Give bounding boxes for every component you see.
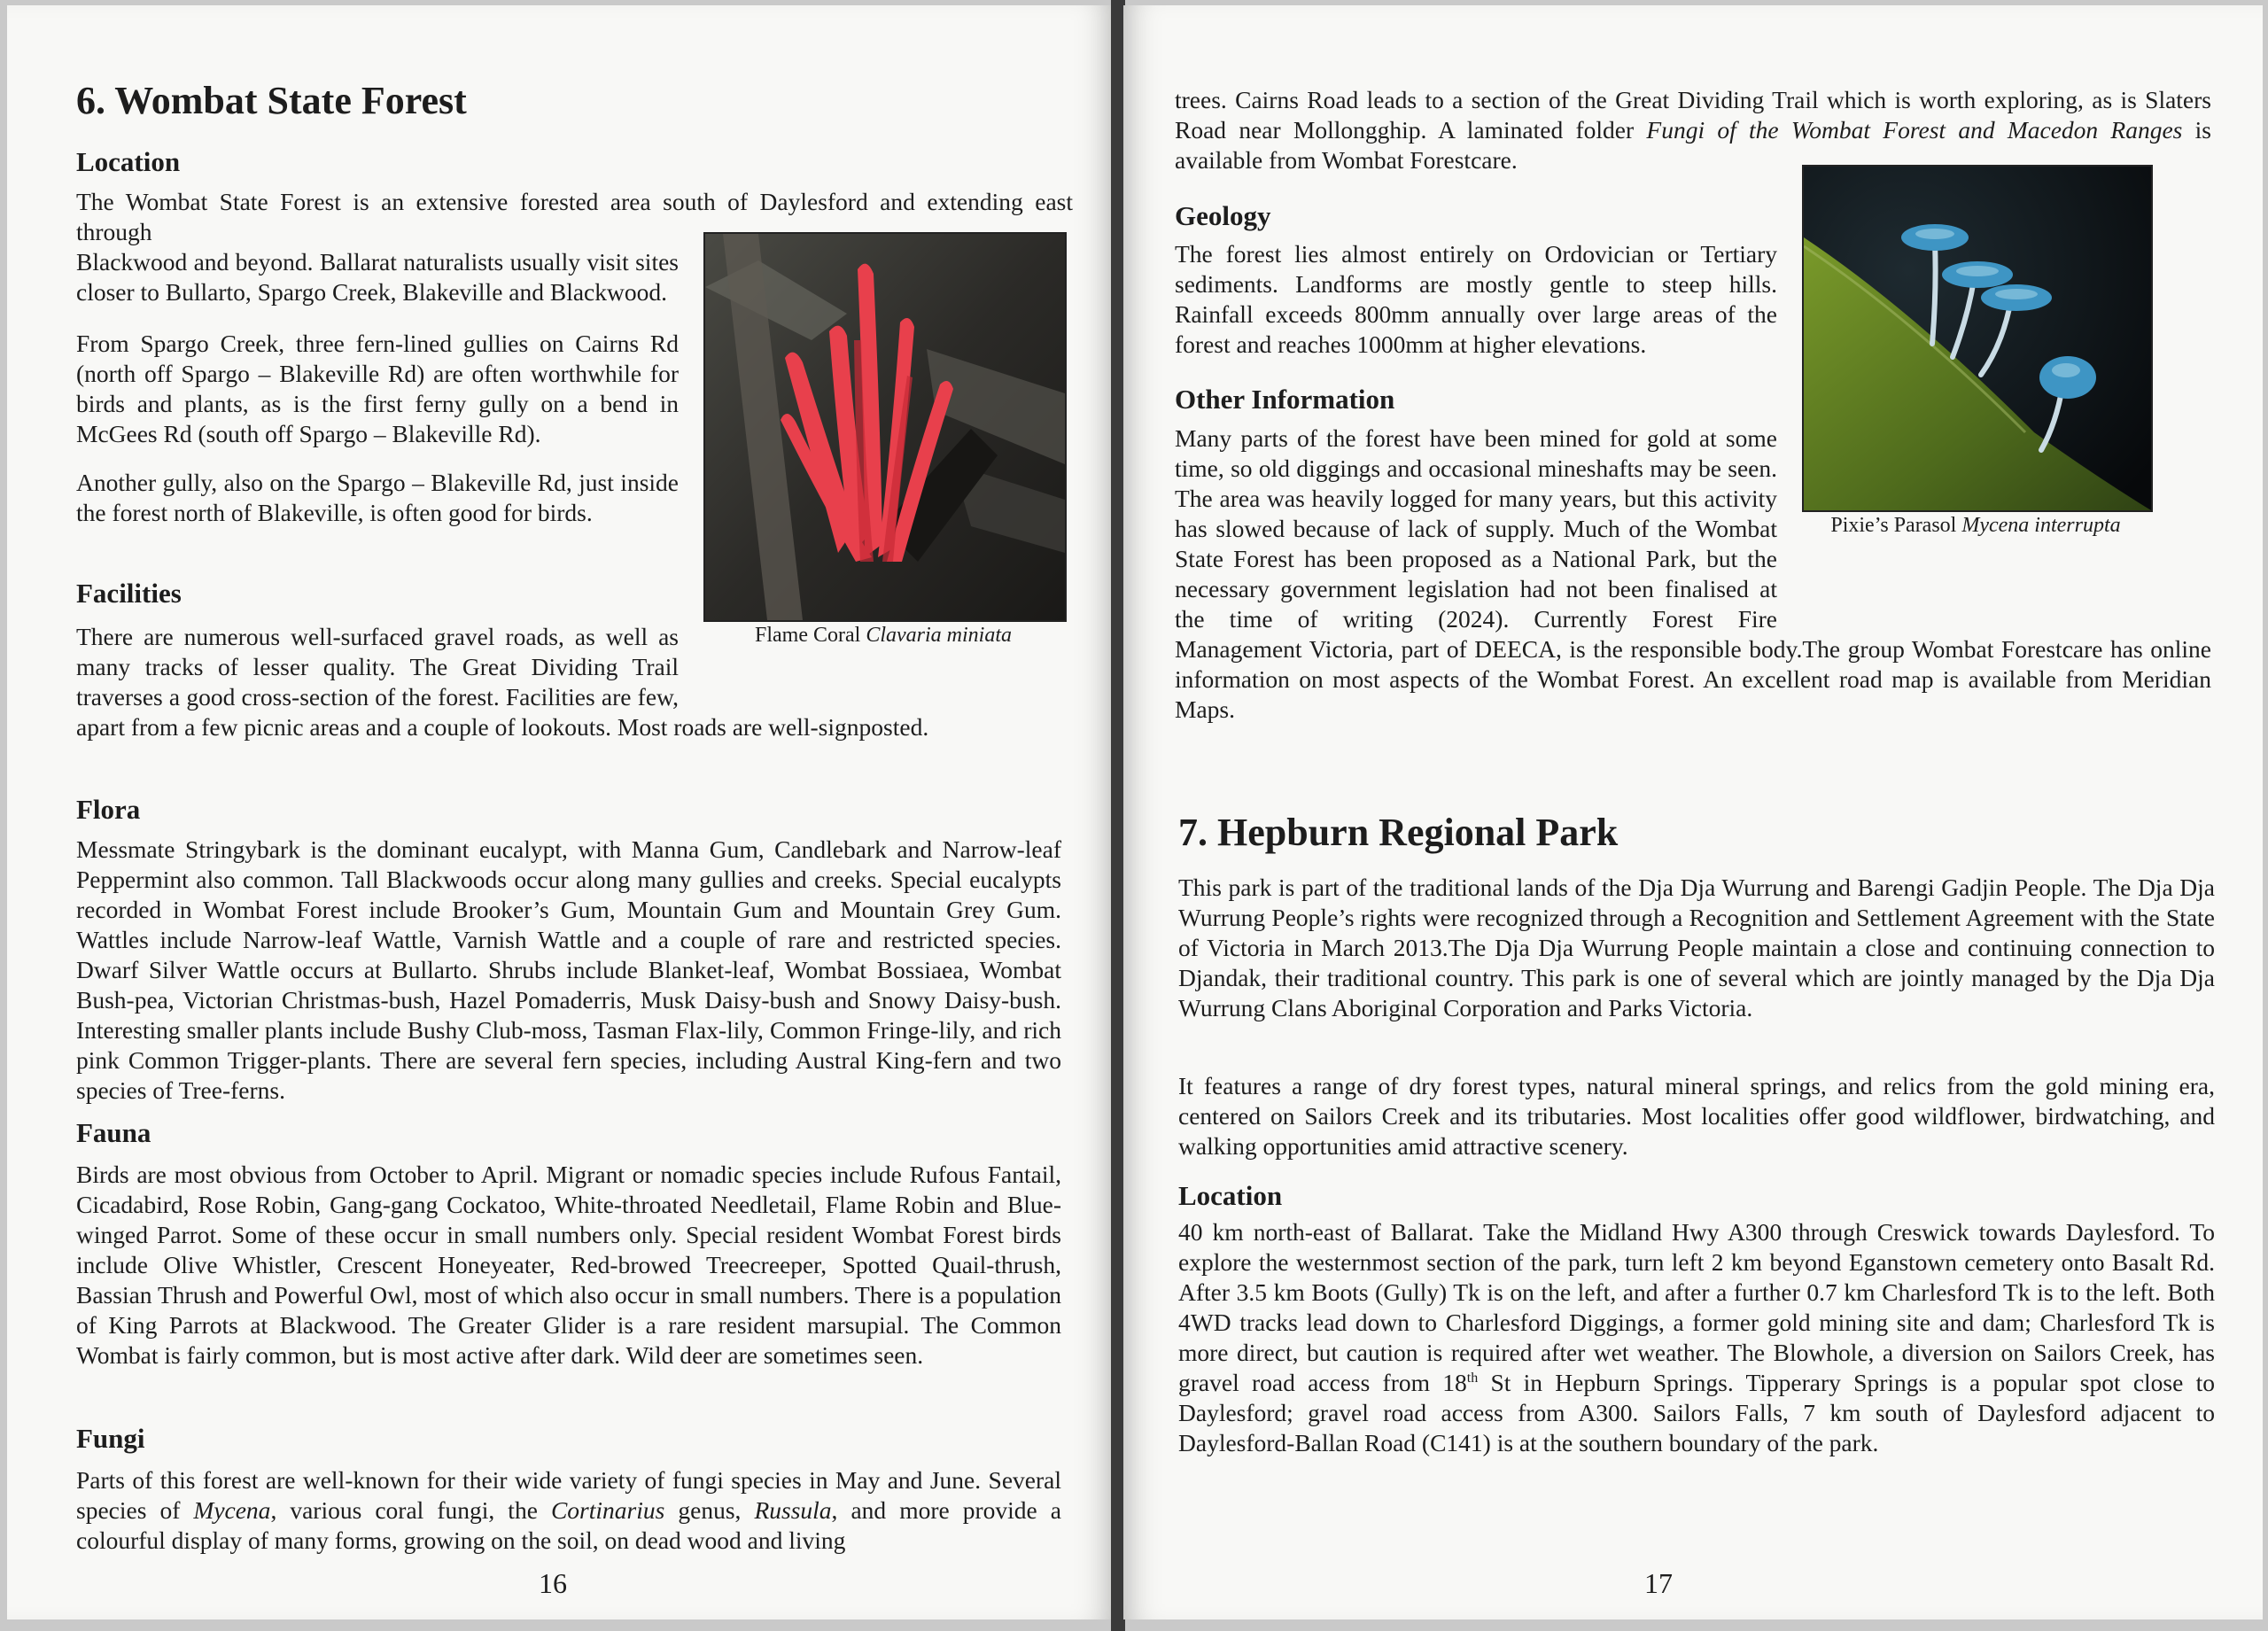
flame-coral-image <box>705 234 1065 620</box>
location-paragraph-3: Another gully, also on the Spargo – Blakeville Rd, just inside the forest north of Blakeville, is often good for birds. <box>76 469 679 526</box>
fauna-paragraph: Birds are most obvious from October to April. Migrant or nomadic species include Rufous Fantail, Cicadabird, Rose Robin, Gang-gang Cockatoo, White-throated Needletail, Flame Robin and Blue-winged Parrot. Some of these occur in small numbers only. Special resident Wombat Forest birds include Olive Whistler, Crescent Honeyeater, Red-browed Treecreeper, Spotted Quail-thrush, Bassian Thrush and Powerful Owl, most of which also occur in small numbers. There is a population of King Parrots at Blackwood. The Greater Glider is a rare resident marsupial. The Common Wombat is fairly common, but is most active after dark. Wild deer are sometimes seen. <box>76 1161 1061 1369</box>
facilities-heading: Facilities <box>76 578 182 609</box>
left-page <box>7 5 1113 1619</box>
fungi-heading: Fungi <box>76 1423 145 1454</box>
caption-common-name: Pixie’s Parasol <box>1830 514 1962 537</box>
caption-latin-name: Mycena interrupta <box>1961 514 2121 537</box>
continued-paragraph: trees. Cairns Road leads to a section of the Great Dividing Trail which is worth exploring, as is Slaters Road near Mollongghip. A laminated folder Fungi of the Wombat Forest and Macedon Ranges is available from Wombat Forestcare. <box>1175 86 2212 174</box>
location-paragraph-2: From Spargo Creek, three fern-lined gullies on Cairns Rd (north off Spargo – Blakeville Rd) are often worthwhile for birds and plants, as is the first ferny gully on a bend in McGees Rd (south off Spargo – Blakeville Rd). <box>76 330 679 447</box>
location-paragraph: 40 km north-east of Ballarat. Take the Midland Hwy A300 through Creswick towards Daylesford. To explore the westernmost section of the park, turn left 2 km beyond Eganstown cemetery onto Basalt Rd. After 3.5 km Boots (Gully) Tk is on the left, and after a further 0.7 km Charlesford Tk is to the left. Both 4WD tracks lead down to Charlesford Diggings, a former gold mining site and dam; Charlesford Tk is more direct, but caution is required after wet weather. The Blowhole, a diversion on Sailors Creek, has gravel road access from 18th St in Hepburn Springs. Tipperary Springs is a popular spot close to Daylesford; gravel road access from A300. Sailors Falls, 7 km south of Daylesford adjacent to Daylesford-Ballan Road (C141) is at the southern boundary of the park. <box>1178 1218 2215 1456</box>
fauna-heading: Fauna <box>76 1117 151 1148</box>
location-heading: Location <box>76 146 181 177</box>
flame-coral-photo <box>703 232 1067 622</box>
other-information-paragraph: Many parts of the forest have been mined for gold at some time, so old diggings and occasional mineshafts may be seen. The area was heavily logged for many years, but this activity has slowed because of lack of supply. Much of the Wombat State Forest has been proposed as a National Park, but the necessary government legislation had not been finalised at the time of writing (2024). Currently Forest Fire Management Victoria, part of DEECA, is the responsible body.The group Wombat Forestcare has online information on most aspects of the Wombat Forest. An excellent road map is available from Meridian Maps. <box>1175 424 2211 723</box>
section-title: 7. Hepburn Regional Park <box>1178 811 1619 854</box>
page-number: 16 <box>539 1567 567 1599</box>
intro-paragraph-1: This park is part of the traditional lands of the Dja Dja Wurrung and Barengi Gadjin People. The Dja Dja Wurrung People’s rights were recognized through a Recognition and Settlement Agreement with the State of Victoria in March 2013.The Dja Dja Wurrung People maintain a close and continuing connection to Djandak, their traditional country. This park is one of several which are jointly managed by the Dja Dja Wurrung Clans Aboriginal Corporation and Parks Victoria. <box>1178 874 2215 1021</box>
fungi-paragraph: Parts of this forest are well-known for their wide variety of fungi species in May and June. Several species of Mycena, various coral fungi, the Cortinarius genus, Russula, and more provide a colourful display of many forms, growing on the soil, on dead wood and living <box>76 1466 1061 1554</box>
flora-paragraph: Messmate Stringybark is the dominant eucalypt, with Manna Gum, Candlebark and Narrow-leaf Peppermint also common. Tall Blackwoods occur along many gullies and creeks. Special eucalypts recorded in Wombat Forest include Brooker’s Gum, Mountain Gum and Mountain Grey Gum. Wattles include Narrow-leaf Wattle, Varnish Wattle and a couple of rare and restricted species. Dwarf Silver Wattle occurs at Bullarto. Shrubs include Blanket-leaf, Wombat Bossiaea, Wombat Bush-pea, Victorian Christmas-bush, Hazel Pomaderris, Musk Daisy-bush and Snowy Daisy-bush. Interesting smaller plants include Bushy Club-moss, Tasman Flax-lily, Common Fringe-lily, and rich pink Common Trigger-plants. There are several fern species, including Austral King-fern and two species of Tree-ferns. <box>76 835 1061 1104</box>
page-number: 17 <box>1644 1567 1673 1599</box>
geology-paragraph: The forest lies almost entirely on Ordovician or Tertiary sediments. Landforms are mostly gentle to steep hills. Rainfall exceeds 800mm annually over large areas of the forest and reaches 1000mm at higher elevations. <box>1175 240 1777 358</box>
other-information-heading: Other Information <box>1175 384 1395 415</box>
caption-common-name: Flame Coral <box>755 624 866 647</box>
geology-heading: Geology <box>1175 200 1271 231</box>
section-title: 6. Wombat State Forest <box>76 79 467 122</box>
right-page <box>1123 5 2263 1619</box>
location-paragraph-1: The Wombat State Forest is an extensive forested area south of Daylesford and extending east through Blackwood and beyond. Ballarat naturalists usually visit sites closer to Bullarto, Spargo Creek, Blakeville and Blackwood. <box>76 188 1073 306</box>
intro-paragraph-2: It features a range of dry forest types, natural mineral springs, and relics from the gold mining era, centered on Sailors Creek and its tributaries. Most localities offer good wildflower, birdwatching, and walking opportunities amid attractive scenery. <box>1178 1072 2215 1160</box>
location-heading: Location <box>1178 1180 1283 1211</box>
flora-heading: Flora <box>76 794 141 825</box>
caption-latin-name: Clavaria miniata <box>866 624 1012 647</box>
facilities-paragraph: There are numerous well-surfaced gravel roads, as well as many tracks of lesser quality. The Great Dividing Trail traverses a good cross-section of the forest. Facilities are few, apart from a few picnic areas and a couple of lookouts. Most roads are well-signposted. <box>76 623 929 741</box>
